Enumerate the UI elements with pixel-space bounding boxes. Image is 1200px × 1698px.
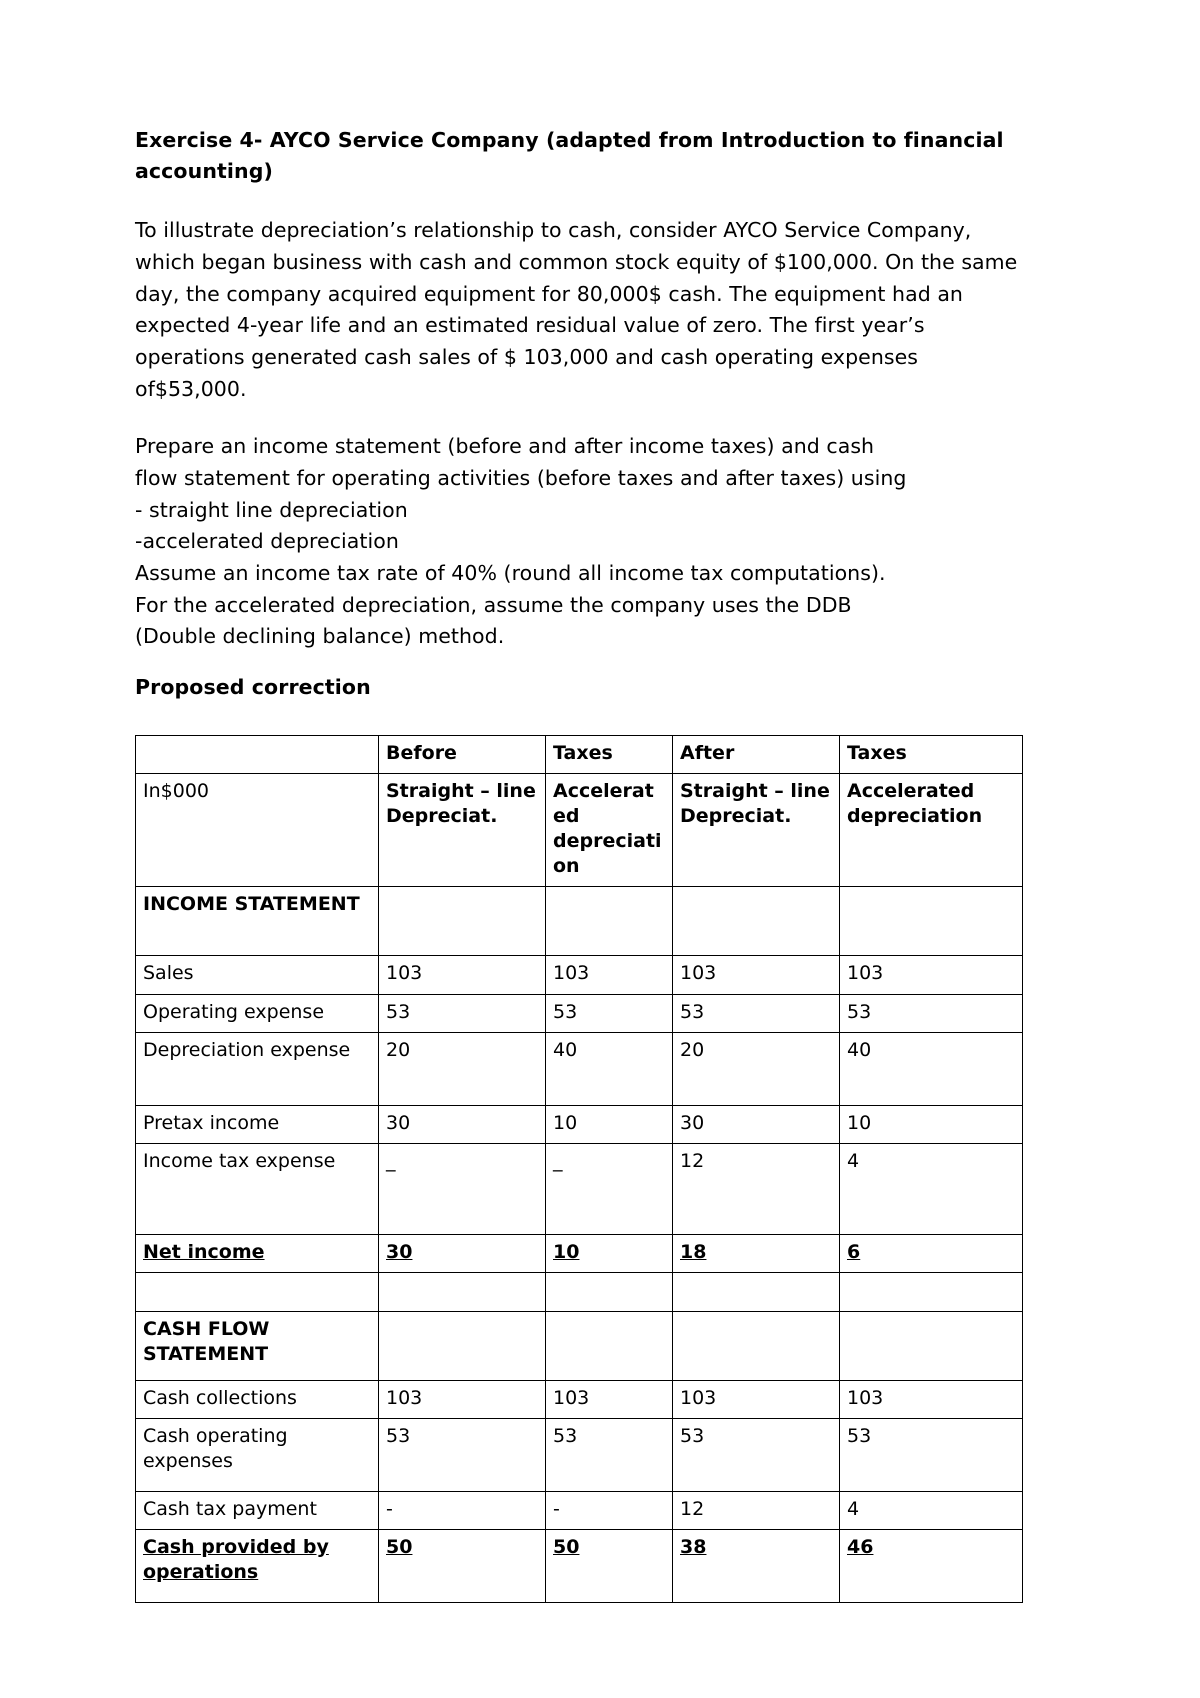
table-row (136, 1529, 1023, 1602)
row-value-text: 6 (847, 1240, 861, 1263)
table-row (136, 1380, 1023, 1418)
row-value-cell (673, 1272, 840, 1311)
row-label-cell: Cash operating expenses (136, 1418, 379, 1491)
row-value-cell: 103 (673, 956, 840, 994)
row-label-cell: Cash collections (136, 1380, 379, 1418)
table-row (136, 1032, 1023, 1105)
row-value-cell: _ (379, 1143, 546, 1234)
row-value-cell (673, 1529, 840, 1602)
row-value-cell: 4 (840, 1491, 1023, 1529)
spacer (135, 187, 1020, 215)
row-value-cell: 53 (546, 994, 673, 1032)
header-sub-after-accelerated: Accelerated depreciation (840, 774, 1023, 887)
row-value-cell (840, 1272, 1023, 1311)
row-label-cell: INCOME STATEMENT (136, 887, 379, 956)
row-value-cell (546, 1529, 673, 1602)
row-value-cell: 103 (546, 1380, 673, 1418)
row-value-cell: 53 (840, 1418, 1023, 1491)
table-row (136, 1491, 1023, 1529)
row-value-cell: 20 (379, 1032, 546, 1105)
instructions-line-5: Assume an income tax rate of 40% (round all income tax computations). (135, 561, 886, 586)
row-value-cell (673, 1311, 840, 1380)
table-row (136, 994, 1023, 1032)
table-row (136, 887, 1023, 956)
row-value-cell: 53 (840, 994, 1023, 1032)
row-value-cell: 30 (379, 1105, 546, 1143)
row-value-cell (379, 1529, 546, 1602)
row-value-text: 30 (386, 1240, 413, 1263)
header-sub-after-straight-line: Straight – line Depreciat. (673, 774, 840, 887)
row-value-cell: - (546, 1491, 673, 1529)
row-label-cell: Cash tax payment (136, 1491, 379, 1529)
section-heading-proposed-correction: Proposed correction (135, 675, 371, 700)
row-value-cell (546, 1234, 673, 1272)
header-group-taxes-2: Taxes (840, 736, 1023, 774)
row-value-cell: 103 (673, 1380, 840, 1418)
row-value-cell (379, 1272, 546, 1311)
table-row (136, 1143, 1023, 1234)
row-value-cell (546, 1272, 673, 1311)
row-value-cell: 10 (840, 1105, 1023, 1143)
row-label-cell: Depreciation expense (136, 1032, 379, 1105)
row-value-cell: 103 (840, 956, 1023, 994)
row-value-cell: 40 (840, 1032, 1023, 1105)
row-value-cell: 53 (673, 1418, 840, 1491)
row-value-cell (840, 887, 1023, 956)
row-value-cell: 103 (379, 1380, 546, 1418)
table-body (136, 736, 1023, 1603)
row-value-cell: 53 (379, 994, 546, 1032)
table-row (136, 956, 1023, 994)
row-value-cell: 103 (379, 956, 546, 994)
row-label-text: Net income (143, 1240, 265, 1263)
row-value-cell (840, 1311, 1023, 1380)
row-label-cell: CASH FLOW STATEMENT (136, 1311, 379, 1380)
row-value-text: 50 (386, 1535, 413, 1558)
row-label-cell: Operating expense (136, 994, 379, 1032)
header-group-before: Before (379, 736, 546, 774)
row-value-cell: 103 (840, 1380, 1023, 1418)
row-value-cell (379, 887, 546, 956)
row-value-cell: 12 (673, 1491, 840, 1529)
row-value-cell: 53 (546, 1418, 673, 1491)
row-value-cell: 12 (673, 1143, 840, 1234)
row-value-cell (673, 1234, 840, 1272)
row-value-cell (379, 1311, 546, 1380)
header-sub-before-accelerated: Accelerated depreciation (546, 774, 673, 887)
header-units-label: In$000 (136, 774, 379, 887)
row-value-text: 10 (553, 1240, 580, 1263)
instructions-line-2: flow statement for operating activities (before taxes and after taxes) using (135, 466, 907, 491)
table-header-sub-row (136, 774, 1023, 887)
table-row (136, 1234, 1023, 1272)
row-value-text: 50 (553, 1535, 580, 1558)
instructions-line-4: -accelerated depreciation (135, 529, 399, 554)
row-value-cell: 103 (546, 956, 673, 994)
instructions-line-1: Prepare an income statement (before and after income taxes) and cash (135, 434, 875, 459)
financial-statements-table (135, 735, 1023, 1603)
row-label-cell: Pretax income (136, 1105, 379, 1143)
intro-paragraph: To illustrate depreciation’s relationship to cash, consider AYCO Service Company, which began business with cash and common stock equity of $100,000. On the same day, the company acquired equipment for 80,000$ cash. The equipment had an expected 4-year life and an estimated residual value of zero. The first year’s operations generated cash sales of $ 103,000 and cash operating expenses of$53,000. (135, 218, 1018, 401)
row-value-cell: 10 (546, 1105, 673, 1143)
row-value-cell: _ (546, 1143, 673, 1234)
row-value-cell (840, 1234, 1023, 1272)
table-header-group-row (136, 736, 1023, 774)
page-title: Exercise 4- AYCO Service Company (adapted from Introduction to financial accounting) (135, 128, 1004, 184)
table-row (136, 1311, 1023, 1380)
row-label-cell (136, 1234, 379, 1272)
instructions-line-7: (Double declining balance) method. (135, 624, 505, 649)
instructions-line-6: For the accelerated depreciation, assume the company uses the DDB (135, 592, 852, 617)
table-row (136, 1418, 1023, 1491)
row-value-cell (546, 1311, 673, 1380)
header-sub-before-straight-line: Straight – line Depreciat. (379, 774, 546, 887)
header-group-taxes-1: Taxes (546, 736, 673, 774)
row-value-cell (546, 887, 673, 956)
spacer (135, 405, 1020, 431)
row-value-text: 46 (847, 1535, 874, 1558)
table-row (136, 1105, 1023, 1143)
header-group-blank (136, 736, 379, 774)
row-value-cell: 40 (546, 1032, 673, 1105)
row-value-cell: 4 (840, 1143, 1023, 1234)
row-value-cell (673, 887, 840, 956)
row-label-cell: Sales (136, 956, 379, 994)
row-value-cell: 53 (379, 1418, 546, 1491)
row-value-cell: 30 (673, 1105, 840, 1143)
table-row (136, 1272, 1023, 1311)
row-label-cell (136, 1272, 379, 1311)
row-value-cell (379, 1234, 546, 1272)
row-label-text: Cash provided by operations (143, 1535, 329, 1583)
header-group-after: After (673, 736, 840, 774)
row-value-text: 38 (680, 1535, 707, 1558)
spacer (135, 653, 1020, 675)
row-value-cell (840, 1529, 1023, 1602)
row-value-cell: - (379, 1491, 546, 1529)
row-value-text: 18 (680, 1240, 707, 1263)
instructions-line-3: - straight line depreciation (135, 497, 408, 522)
row-value-cell: 53 (673, 994, 840, 1032)
row-value-cell: 20 (673, 1032, 840, 1105)
row-label-cell: Income tax expense (136, 1143, 379, 1234)
row-label-cell (136, 1529, 379, 1602)
